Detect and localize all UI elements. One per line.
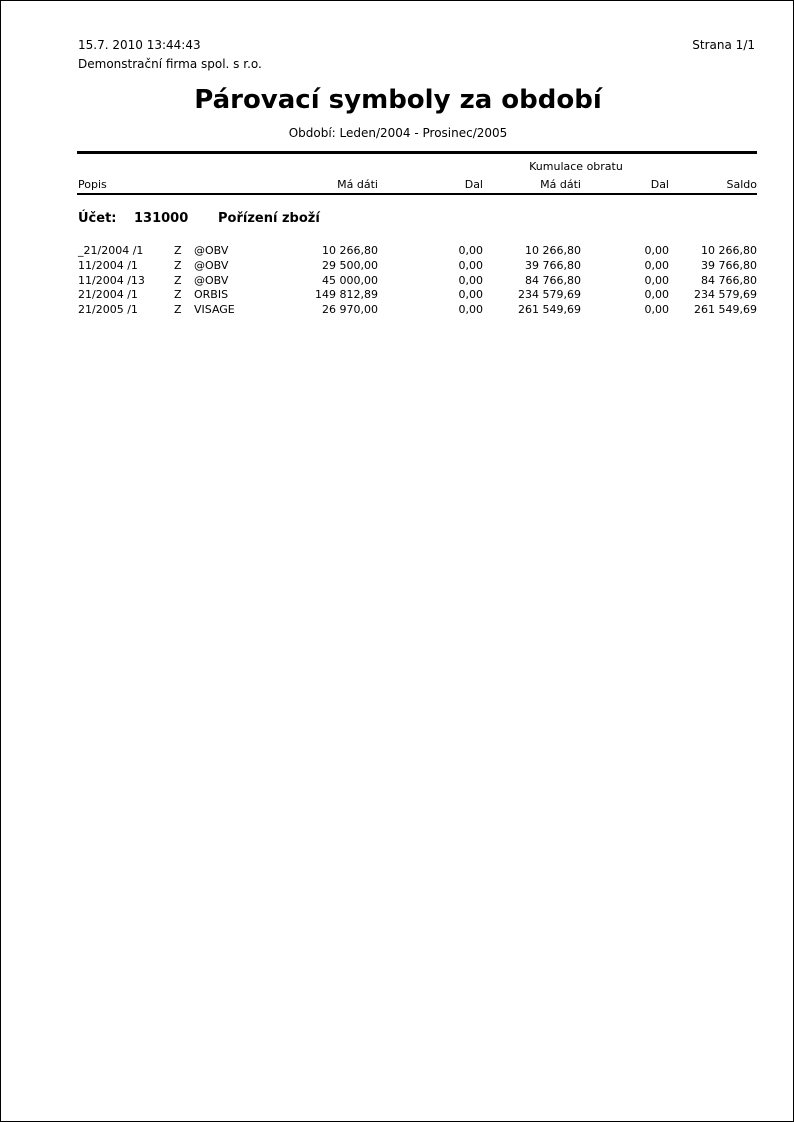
report-subtitle: Období: Leden/2004 - Prosinec/2005: [288, 126, 508, 140]
pairing-symbol: @OBV: [194, 244, 229, 257]
doc-type: Z: [174, 288, 182, 302]
report-body: [77, 1, 757, 1122]
dal-value: 0,00: [458, 258, 483, 272]
column-group-header: Kumulace obratu: [529, 160, 623, 173]
doc-number: 21/2004 /1: [78, 288, 138, 302]
print-datetime: 15.7. 2010 13:44:43: [78, 38, 201, 52]
kum-ma-dati-value: 10 266,80: [525, 244, 581, 257]
column-header-dal: Dal: [464, 178, 483, 191]
kum-dal-value: 0,00: [644, 303, 669, 316]
report-title: Párovací symboly za období: [194, 85, 602, 115]
kum-dal-value: 0,00: [644, 258, 669, 272]
doc-number: 21/2005 /1: [78, 303, 138, 316]
kum-dal-value: 0,00: [644, 288, 669, 302]
saldo-value: 261 549,69: [694, 303, 757, 316]
column-header-ma-dati: Má dáti: [337, 178, 378, 191]
saldo-value: 10 266,80: [701, 244, 757, 257]
pairing-symbol: @OBV: [194, 273, 229, 287]
account-number: 131000: [134, 211, 189, 226]
kum-ma-dati-value: 84 766,80: [525, 273, 581, 287]
ma-dati-value: 149 812,89: [315, 288, 378, 302]
column-header-kum-dal: Dal: [650, 178, 669, 191]
table-rows: [77, 244, 757, 318]
account-name: Pořízení zboží: [218, 211, 320, 226]
kum-dal-value: 0,00: [644, 244, 669, 257]
saldo-value: 39 766,80: [701, 258, 757, 272]
dal-value: 0,00: [458, 273, 483, 287]
top-rule: [77, 151, 757, 154]
saldo-value: 234 579,69: [694, 288, 757, 302]
pairing-symbol: VISAGE: [194, 303, 235, 316]
dal-value: 0,00: [458, 303, 483, 316]
pairing-symbol: @OBV: [194, 258, 229, 272]
table-row: [77, 259, 757, 274]
doc-number: _21/2004 /1: [78, 244, 144, 257]
doc-type: Z: [174, 258, 182, 272]
pairing-symbol: ORBIS: [194, 288, 229, 302]
saldo-value: 84 766,80: [701, 273, 757, 287]
page-number: Strana 1/1: [692, 38, 755, 52]
kum-ma-dati-value: 261 549,69: [518, 303, 581, 316]
column-header-kum-ma-dati: Má dáti: [540, 178, 581, 191]
doc-type: Z: [174, 273, 182, 287]
dal-value: 0,00: [458, 244, 483, 257]
ma-dati-value: 29 500,00: [322, 258, 378, 272]
company-name: Demonstrační firma spol. s r.o.: [78, 57, 262, 71]
account-label: Účet:: [78, 211, 117, 226]
kum-ma-dati-value: 234 579,69: [518, 288, 581, 302]
ma-dati-value: 45 000,00: [322, 273, 378, 287]
ma-dati-value: 10 266,80: [322, 244, 378, 257]
header-rule: [77, 193, 757, 195]
table-row: [77, 244, 757, 259]
dal-value: 0,00: [458, 288, 483, 302]
table-row: [77, 303, 757, 318]
doc-type: Z: [174, 303, 182, 316]
kum-dal-value: 0,00: [644, 273, 669, 287]
doc-number: 11/2004 /13: [78, 273, 145, 287]
table-row: [77, 274, 757, 289]
account-line: [77, 211, 757, 229]
column-header-saldo: Saldo: [726, 178, 757, 191]
column-header-popis: Popis: [78, 178, 107, 191]
kum-ma-dati-value: 39 766,80: [525, 258, 581, 272]
table-row: [77, 288, 757, 303]
doc-number: 11/2004 /1: [78, 258, 138, 272]
ma-dati-value: 26 970,00: [322, 303, 378, 316]
doc-type: Z: [174, 244, 182, 257]
